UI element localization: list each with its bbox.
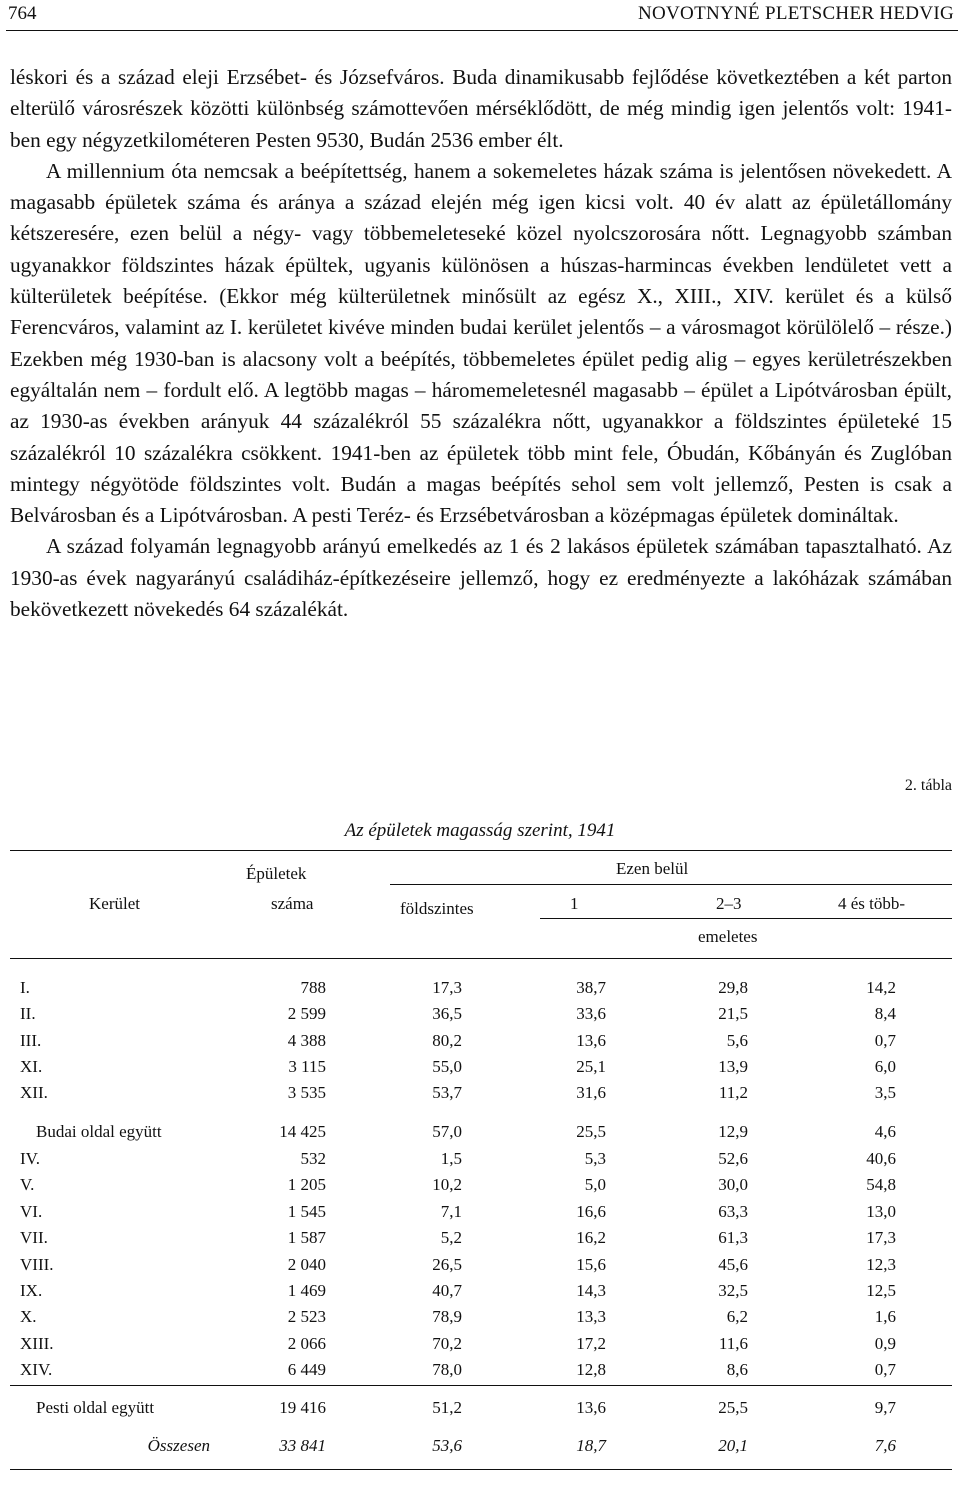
table-row <box>10 1202 952 1228</box>
grand-total-row <box>10 1436 952 1462</box>
header-two-three: 2–3 <box>716 894 742 913</box>
cell-ground-floor: 26,5 <box>432 1254 462 1274</box>
cell-buildings: 1 587 <box>287 1228 326 1248</box>
cell-buildings: 2 599 <box>287 1004 326 1024</box>
cell-one-storey: 13,3 <box>576 1307 606 1327</box>
cell-two-three-storey: 6,2 <box>726 1307 748 1327</box>
cell-district: XII. <box>20 1083 48 1103</box>
cell-buildings: 2 066 <box>287 1333 326 1353</box>
table-caption: Az épületek magasság szerint, 1941 <box>344 820 616 841</box>
header-storied: emeletes <box>698 927 758 946</box>
cell-two-three-storey: 30,0 <box>718 1175 748 1195</box>
subtotal-row-buda <box>10 1122 952 1148</box>
cell-four-plus-storey: 4,6 <box>874 1122 896 1141</box>
page-number: 764 <box>8 3 37 24</box>
cell-four-plus-storey: 6,0 <box>874 1056 896 1076</box>
cell-one-storey: 16,2 <box>576 1228 606 1248</box>
cell-district: II. <box>20 1004 36 1024</box>
cell-one-storey: 18,7 <box>576 1436 606 1455</box>
table-row <box>10 1175 952 1201</box>
page-header <box>0 0 960 32</box>
cell-district: III. <box>20 1030 42 1050</box>
paragraph-2: A millennium óta nemcsak a beépítettség, hanem a sokemeletes házak száma is jelentősen növekedett. A magasabb épületek száma és aránya a század elején még igen kicsi volt. 40 év alatt az épületállomány kétszeresére, ezen belül a négy- vagy többemeleteseké közel nyolcszorosára nőtt. Legnagyobb számban ugyanakkor földszintes házak épültek, ugyanis különösen a húszas-harmincas években lendületet vett a külterületek beépítése. (Ekkor még külterületnek minősült az egész X., XIII., XIV. kerület és a külső Ferencváros, valamint az I. kerületet kivéve minden budai kerület jelentős – a városmagot körülölelő – része.) Ezekben még 1930-ban is alacsony volt a beépítés, többemeletes épület pedig alig – egyes kerületrészekben egyáltalán nem – fordult elő. A legtöbb magas – háromemeletesnél magasabb – épület a Lipótvárosban épült, az 1930-as években arányuk 44 százalékról 55 százalékra nőtt, ugyanakkor a földszintes épületeké 15 százalékról 10 százalékra csökkent. 1941-ben az épületek több mint fele, Óbudán, Kőbányán és Zuglóban mintegy négyötöde földszintes volt. Budán a magas beépítés sehol sem volt jellemző, Pesten is csak a Belvárosban és a Lipótvárosban. A pesti Teréz- és Erzsébetvárosban a középmagas épületek domináltak. <box>10 158 952 528</box>
cell-one-storey: 15,6 <box>576 1254 606 1274</box>
cell-district: XIII. <box>20 1333 54 1353</box>
table-label: 2. tábla <box>904 777 952 794</box>
cell-ground-floor: 36,5 <box>432 1004 462 1024</box>
header-storied-rule <box>540 918 952 919</box>
cell-four-plus-storey: 12,5 <box>866 1281 896 1300</box>
cell-buildings: 788 <box>300 978 326 997</box>
cell-ground-floor: 10,2 <box>432 1175 462 1195</box>
table-row <box>10 1031 952 1057</box>
paragraph-3: A század folyamán legnagyobb arányú emelkedés az 1 és 2 lakásos épületek számában tapasztalható. Az 1930-as évek nagyarányú családiház-építkezéseire jellemző, hogy ez eredményezte a lakóházak számában bekövetkezett növekedés 64 százalékát. <box>10 534 952 622</box>
cell-one-storey: 5,3 <box>584 1149 606 1168</box>
cell-four-plus-storey: 9,7 <box>874 1398 896 1417</box>
cell-two-three-storey: 45,6 <box>718 1254 748 1274</box>
cell-buildings: 19 416 <box>279 1398 326 1417</box>
table-row <box>10 1004 952 1030</box>
table-row <box>10 1083 952 1109</box>
table-row <box>10 1360 952 1386</box>
cell-four-plus-storey: 3,5 <box>874 1083 896 1103</box>
cell-one-storey: 25,5 <box>576 1122 606 1141</box>
cell-two-three-storey: 25,5 <box>718 1398 748 1417</box>
cell-one-storey: 13,6 <box>576 1030 606 1050</box>
table-subtotal-rule <box>10 1385 952 1386</box>
cell-buildings: 1 545 <box>287 1201 326 1221</box>
cell-district: Összesen <box>147 1436 210 1455</box>
table-top-rule <box>10 850 952 851</box>
subtotal-row-pest <box>10 1398 952 1424</box>
cell-buildings: 1 469 <box>287 1281 326 1300</box>
table-row <box>10 1334 952 1360</box>
cell-district: Pesti oldal együtt <box>36 1398 155 1417</box>
cell-one-storey: 25,1 <box>576 1056 606 1076</box>
cell-four-plus-storey: 0,7 <box>874 1360 896 1380</box>
cell-ground-floor: 40,7 <box>432 1281 462 1300</box>
cell-ground-floor: 17,3 <box>432 978 462 997</box>
cell-two-three-storey: 20,1 <box>718 1436 748 1455</box>
cell-ground-floor: 57,0 <box>432 1122 462 1141</box>
cell-four-plus-storey: 13,0 <box>866 1201 896 1221</box>
cell-buildings: 3 535 <box>287 1083 326 1103</box>
cell-district: I. <box>20 978 30 997</box>
paragraph-1: léskori és a század eleji Erzsébet- és Józsefváros. Buda dinamikusabb fejlődése következtében a két parton elterülő városrészek közötti különbség számottevően mérséklődött, de még mindig igen jelentős volt: 1941-ben egy négyzetkilométeren Pesten 9530, Budán 2536 ember élt. <box>10 65 952 152</box>
cell-district: X. <box>20 1307 37 1327</box>
cell-buildings: 4 388 <box>287 1030 326 1050</box>
header-four-plus: 4 és több- <box>838 894 906 913</box>
cell-four-plus-storey: 7,6 <box>874 1436 896 1455</box>
table-row <box>10 1255 952 1281</box>
cell-buildings: 1 205 <box>287 1175 326 1195</box>
cell-district: VI. <box>20 1201 43 1221</box>
header-buildings-2: száma <box>271 894 314 913</box>
body-text <box>10 62 952 625</box>
header-within: Ezen belül <box>616 859 689 878</box>
cell-district: XI. <box>20 1056 43 1076</box>
cell-buildings: 2 040 <box>287 1254 326 1274</box>
cell-district: Budai oldal együtt <box>36 1122 162 1141</box>
table-row <box>10 1307 952 1333</box>
cell-two-three-storey: 52,6 <box>718 1149 748 1168</box>
cell-ground-floor: 55,0 <box>432 1056 462 1076</box>
table-row <box>10 1149 952 1175</box>
cell-district: V. <box>20 1175 35 1195</box>
cell-four-plus-storey: 1,6 <box>874 1307 896 1327</box>
cell-buildings: 2 523 <box>287 1307 326 1327</box>
cell-one-storey: 31,6 <box>576 1083 606 1103</box>
cell-four-plus-storey: 54,8 <box>866 1175 896 1195</box>
cell-two-three-storey: 21,5 <box>718 1004 748 1024</box>
cell-buildings: 3 115 <box>288 1056 326 1076</box>
cell-ground-floor: 53,7 <box>432 1083 462 1103</box>
cell-two-three-storey: 5,6 <box>726 1030 748 1050</box>
cell-district: VII. <box>20 1228 48 1248</box>
cell-two-three-storey: 32,5 <box>718 1281 748 1300</box>
cell-district: XIV. <box>20 1360 53 1380</box>
header-rule <box>6 30 958 31</box>
cell-buildings: 33 841 <box>279 1436 326 1455</box>
header-one: 1 <box>570 894 579 913</box>
cell-four-plus-storey: 8,4 <box>874 1004 896 1024</box>
cell-two-three-storey: 29,8 <box>718 978 748 997</box>
cell-four-plus-storey: 17,3 <box>866 1228 896 1248</box>
running-head-author: NOVOTNYNÉ PLETSCHER HEDVIG <box>637 3 954 24</box>
table-row <box>10 1057 952 1083</box>
cell-ground-floor: 53,6 <box>432 1436 462 1455</box>
header-within-rule <box>390 884 952 885</box>
cell-one-storey: 38,7 <box>576 978 606 997</box>
cell-two-three-storey: 11,2 <box>718 1083 748 1103</box>
cell-ground-floor: 51,2 <box>432 1398 462 1417</box>
cell-buildings: 532 <box>300 1149 326 1168</box>
cell-ground-floor: 7,1 <box>440 1201 462 1221</box>
cell-ground-floor: 78,0 <box>432 1360 462 1380</box>
cell-one-storey: 16,6 <box>576 1201 606 1221</box>
table-row <box>10 978 952 1004</box>
cell-one-storey: 13,6 <box>576 1398 606 1417</box>
cell-four-plus-storey: 14,2 <box>866 978 896 997</box>
cell-district: IV. <box>20 1149 40 1168</box>
cell-four-plus-storey: 40,6 <box>866 1149 896 1168</box>
cell-two-three-storey: 63,3 <box>718 1201 748 1221</box>
cell-four-plus-storey: 0,7 <box>874 1030 896 1050</box>
cell-two-three-storey: 12,9 <box>718 1122 748 1141</box>
header-buildings-1: Épületek <box>246 864 307 883</box>
table-row <box>10 1228 952 1254</box>
cell-one-storey: 5,0 <box>584 1175 606 1195</box>
cell-district: VIII. <box>20 1254 54 1274</box>
cell-one-storey: 17,2 <box>576 1333 606 1353</box>
cell-buildings: 6 449 <box>287 1360 326 1380</box>
table-bottom-rule <box>10 1469 952 1470</box>
cell-one-storey: 14,3 <box>576 1281 606 1300</box>
cell-ground-floor: 78,9 <box>432 1307 462 1327</box>
cell-one-storey: 12,8 <box>576 1360 606 1380</box>
cell-two-three-storey: 11,6 <box>718 1333 748 1353</box>
cell-two-three-storey: 13,9 <box>718 1056 748 1076</box>
cell-ground-floor: 80,2 <box>432 1030 462 1050</box>
cell-one-storey: 33,6 <box>576 1004 606 1024</box>
header-ground: földszintes <box>400 899 474 918</box>
cell-buildings: 14 425 <box>279 1122 326 1141</box>
cell-ground-floor: 70,2 <box>432 1333 462 1353</box>
cell-four-plus-storey: 12,3 <box>866 1254 896 1274</box>
cell-two-three-storey: 8,6 <box>726 1360 748 1380</box>
cell-ground-floor: 1,5 <box>440 1149 462 1168</box>
cell-two-three-storey: 61,3 <box>718 1228 748 1248</box>
cell-district: IX. <box>20 1281 43 1300</box>
cell-four-plus-storey: 0,9 <box>874 1333 896 1353</box>
cell-ground-floor: 5,2 <box>440 1228 462 1248</box>
table-row <box>10 1281 952 1307</box>
table-header-rule <box>10 958 952 959</box>
header-district: Kerület <box>89 894 140 913</box>
